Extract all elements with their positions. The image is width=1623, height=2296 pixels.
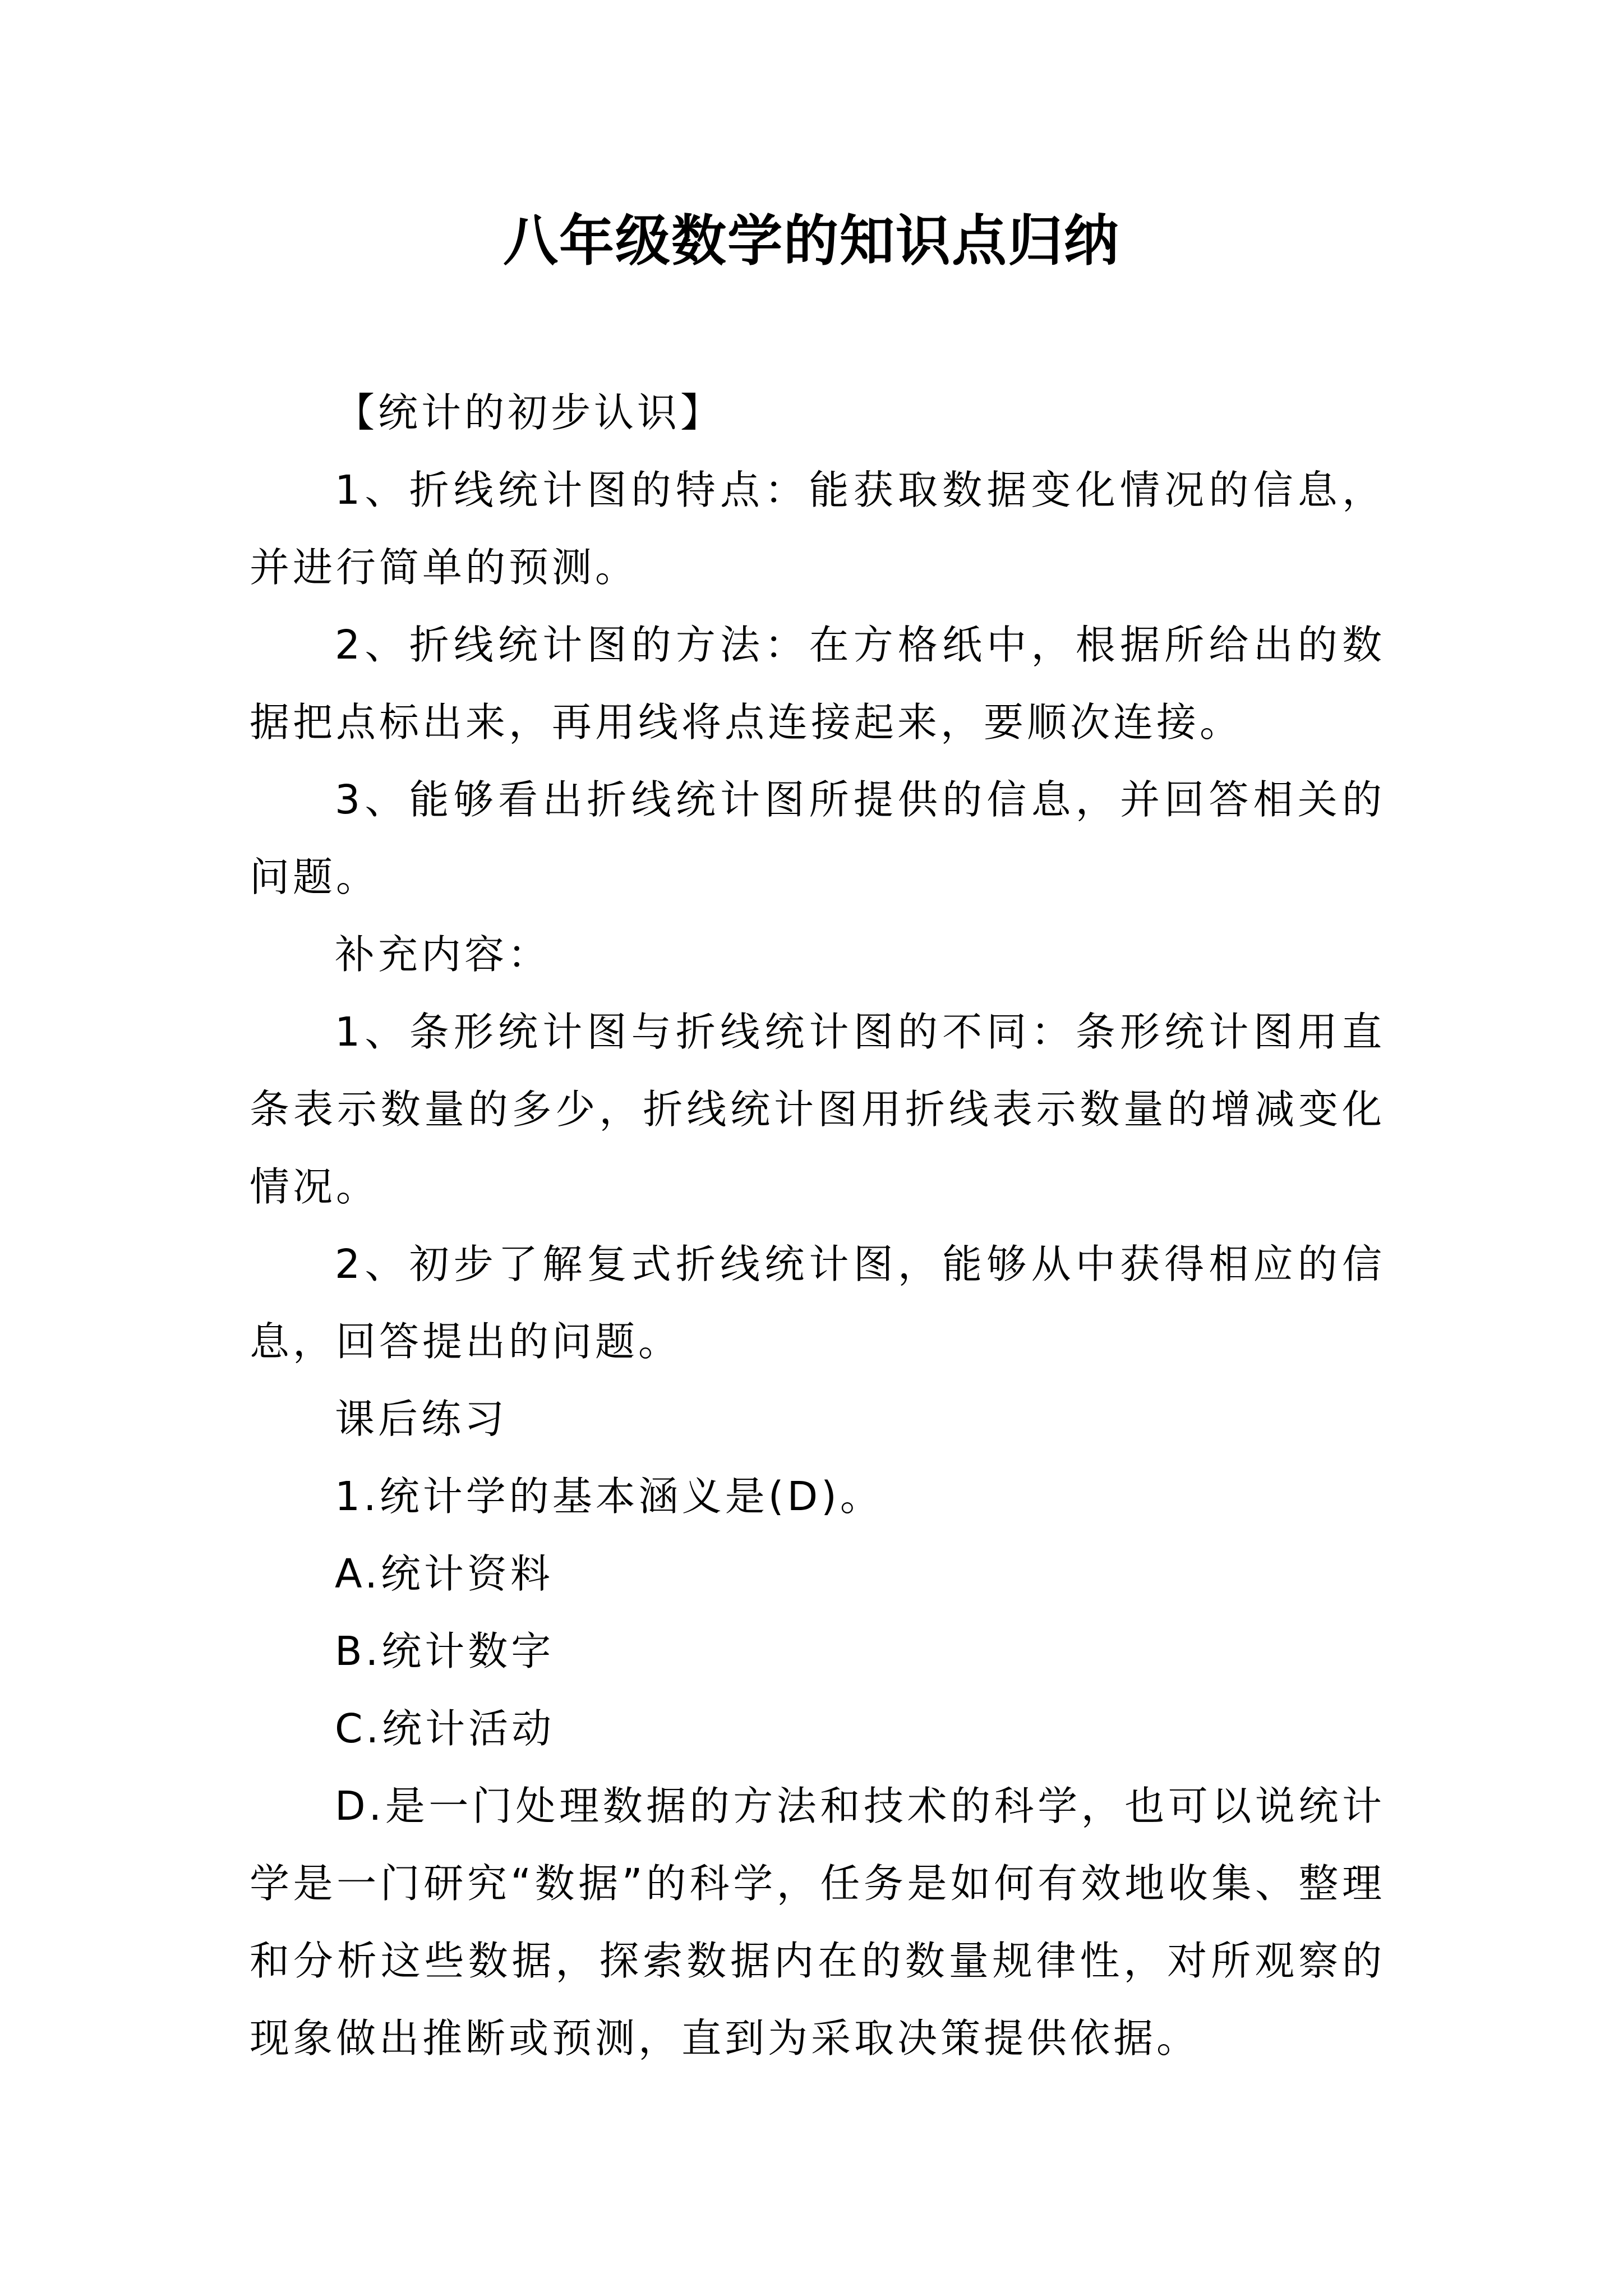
exercise-option-d: D.是一门处理数据的方法和技术的科学，也可以说统计学是一门研究“数据”的科学，任务是如何有效地收集、整理和分析这些数据，探索数据内在的数量规律性，对所观察的现象做出推断或预测，直到为采取决策提供依据。 [250,1783,1385,2062]
exercise-option-a: A.统计资料 [335,1550,554,1597]
exercise-option-b: B.统计数字 [335,1628,555,1674]
exercise-option-c: C.统计活动 [335,1705,555,1752]
paragraph-point-2: 2、折线统计图的方法：在方格纸中，根据所给出的数据把点标出来，再用线将点连接起来，要顺次连接。 [250,622,1385,746]
paragraph-supplement-2: 2、初步了解复式折线统计图，能够从中获得相应的信息，回答提出的问题。 [250,1241,1385,1365]
exercise-question: 1.统计学的基本涵义是(D)。 [335,1473,883,1520]
section-heading: 【统计的初步认识】 [335,389,724,436]
supplement-heading: 补充内容： [335,931,551,978]
exercise-heading: 课后练习 [335,1396,508,1442]
paragraph-supplement-1: 1、条形统计图与折线统计图的不同：条形统计图用直条表示数量的多少，折线统计图用折线表示数量的增减变化情况。 [250,1009,1385,1210]
paragraph-point-3: 3、能够看出折线统计图所提供的信息，并回答相关的问题。 [250,776,1385,900]
paragraph-point-1: 1、折线统计图的特点：能获取数据变化情况的信息，并进行简单的预测。 [250,467,1385,591]
document-body [250,374,1385,2077]
document-title: 八年级数学的知识点归纳 [502,209,1120,273]
